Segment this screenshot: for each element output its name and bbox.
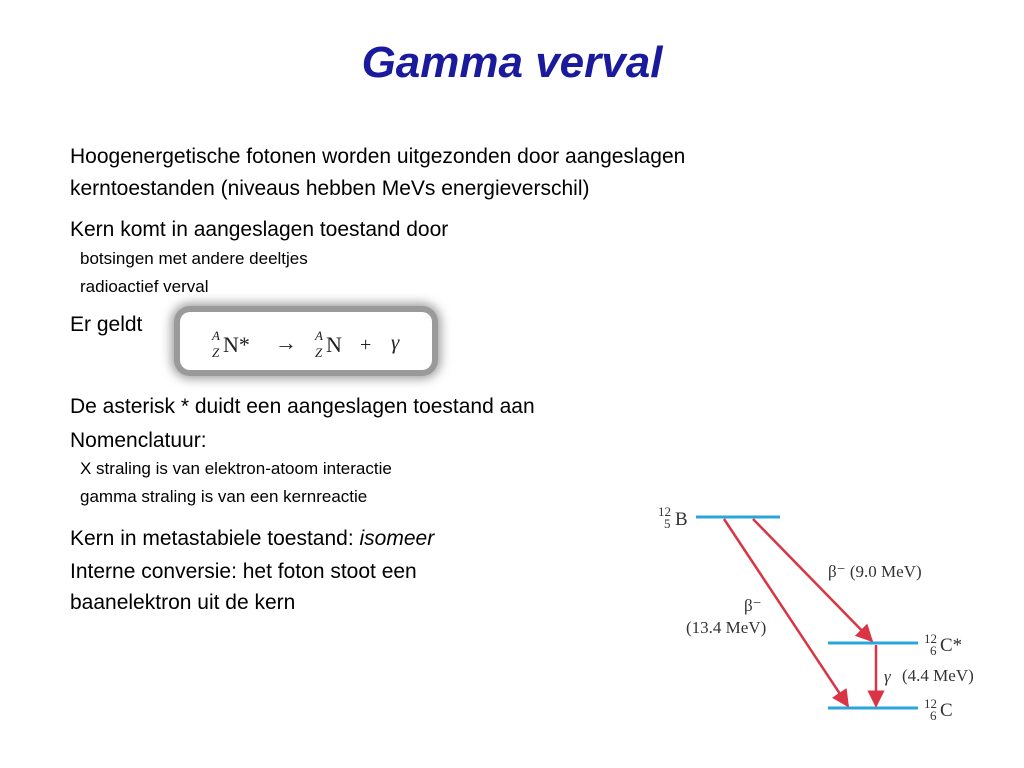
conversion-line-1: Interne conversie: het foton stoot een	[70, 560, 417, 583]
excite-item-decay: radioactief verval	[80, 277, 209, 296]
formula-gamma: γ	[391, 330, 400, 354]
C-symbol: C	[940, 700, 953, 721]
C-excited-atomic-number: 6	[930, 643, 937, 658]
er-geldt-label: Er geldt	[70, 313, 143, 336]
formula-Z1: Z	[212, 345, 220, 360]
metastable-prefix: Kern in metastabiele toestand:	[70, 527, 360, 550]
decay-level-diagram	[640, 495, 1010, 735]
gamma-label-energy: (4.4 MeV)	[902, 666, 974, 685]
formula-A1: A	[212, 328, 220, 343]
gamma-decay-formula	[180, 312, 432, 370]
beta-label-left-symbol: β⁻	[744, 596, 762, 615]
nomenclature-item-xray: X straling is van elektron-atoom interactie	[80, 459, 392, 478]
excite-item-collisions: botsingen met andere deeltjes	[80, 249, 308, 268]
formula-arrow: →	[275, 330, 297, 355]
formula-plus: +	[360, 334, 372, 356]
formula-N: N	[326, 332, 342, 357]
metastable-line	[70, 523, 434, 555]
asterisk-note: De asterisk * duidt een aangeslagen toestand aan	[70, 395, 535, 418]
beta-label-left-energy: (13.4 MeV)	[686, 618, 767, 637]
nomenclature-item-gamma: gamma straling is van een kernreactie	[80, 487, 368, 506]
C-mass-number: 12	[924, 696, 937, 711]
C-excited-mass-number: 12	[924, 631, 937, 646]
formula-Z2: Z	[315, 345, 323, 360]
beta-label-right: β⁻ (9.0 MeV)	[828, 562, 922, 581]
beta-arrow-to-ground	[724, 519, 848, 706]
intro-line-2: kerntoestanden (niveaus hebben MeVs energieverschil)	[70, 177, 590, 200]
B-atomic-number: 5	[664, 516, 671, 531]
intro-line-1: Hoogenergetische fotonen worden uitgezonden door aangeslagen	[70, 145, 686, 168]
metastable-term: isomeer	[359, 527, 435, 550]
B-mass-number: 12	[658, 504, 671, 519]
slide-title: Gamma verval	[361, 38, 663, 87]
formula-A2: A	[315, 328, 323, 343]
formula-N-excited: N*	[223, 332, 250, 357]
formula-box	[180, 312, 432, 370]
conversion-line-2: baanelektron uit de kern	[70, 591, 296, 614]
nomenclature-heading: Nomenclatuur:	[70, 429, 207, 452]
C-excited-symbol: C*	[940, 635, 963, 656]
C-atomic-number: 6	[930, 708, 937, 723]
gamma-label-symbol: γ	[884, 667, 891, 686]
excite-heading: Kern komt in aangeslagen toestand door	[70, 218, 449, 241]
B-symbol: B	[675, 509, 688, 530]
